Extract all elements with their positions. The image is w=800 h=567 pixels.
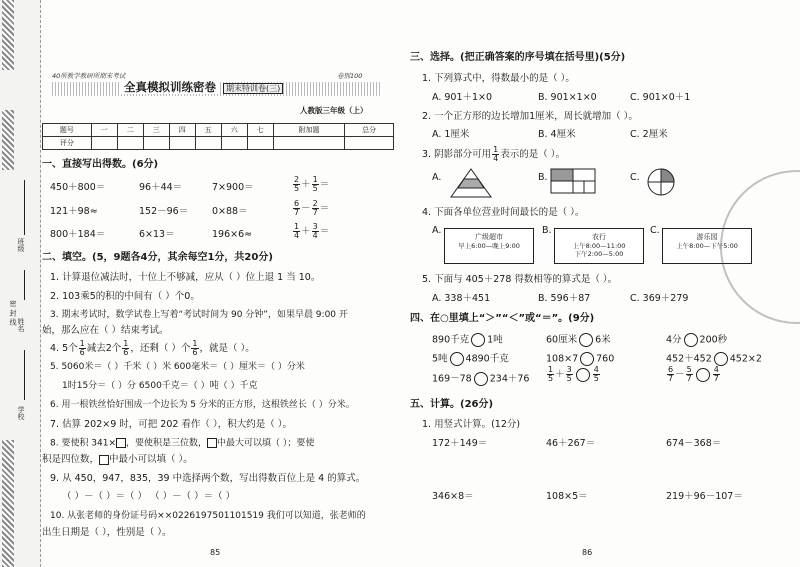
option: A. 1厘米 xyxy=(432,129,470,140)
business-name: 农行 xyxy=(592,233,606,241)
business-hours: 上午8:00—11:00 xyxy=(572,241,626,250)
numerator: 6 xyxy=(668,365,674,374)
blank-box xyxy=(116,438,126,448)
score-input[interactable] xyxy=(221,137,247,150)
numerator: 1 xyxy=(548,365,554,374)
right-value: 234＋76 xyxy=(489,373,530,385)
option: B. 596＋87 xyxy=(538,293,591,304)
score-cell: 六 xyxy=(221,124,247,137)
question: 2. 一个正方形的边长增加1厘米，周长就增加（ ）。 xyxy=(422,111,638,122)
operator: － xyxy=(301,203,311,214)
operator: － xyxy=(675,369,685,380)
question: 2. 103乘5的积的中间有（ ）个0。 xyxy=(50,291,200,302)
text: 4. 5个 xyxy=(50,343,78,354)
score-input[interactable] xyxy=(247,137,273,150)
calc-item: 800＋184＝ xyxy=(50,229,106,240)
question-cont: （ ）－（ ）＝（ ） （ ）－（ ）＝（ ） xyxy=(62,491,236,502)
page-number: 86 xyxy=(582,548,593,557)
header-right: 卷别100 xyxy=(337,72,363,80)
option: B. 901×1×0 xyxy=(538,92,597,103)
class-label: 班级 xyxy=(17,238,25,252)
fraction-calc xyxy=(292,223,329,240)
question: 10. 从张老师的身份证号码××0226197501101519 我们可以知道，张老师的 xyxy=(50,511,366,521)
question: 5. 下面与 405＋278 得数相等的算式是（ ）。 xyxy=(422,274,618,285)
binding-line xyxy=(24,180,25,235)
calc-item: 46＋267＝ xyxy=(546,438,596,449)
question: 7. 估算 202×9 时，可把 202 看作（ ），积大约是（ ）。 xyxy=(50,419,292,430)
denominator: 4 xyxy=(294,231,300,240)
denominator: 4 xyxy=(312,231,318,240)
compare-circle[interactable] xyxy=(579,333,593,347)
section4-title: 四、在○里填上“＞”“＜”或“＝”。(9分) xyxy=(410,313,595,324)
binding-hatch xyxy=(2,110,14,170)
question: 6. 用一根铁丝恰好围成一个边长为 5 分米的正方形，这根铁丝长（ ）分米。 xyxy=(50,400,355,410)
operator: ＋ xyxy=(555,369,565,380)
right-value: 4890千克 xyxy=(465,353,509,365)
score-input[interactable] xyxy=(273,137,345,150)
right-value: 6米 xyxy=(595,334,611,346)
score-cell: 五 xyxy=(195,124,221,137)
business-hours-box xyxy=(444,228,534,264)
left-value: 108×7 xyxy=(546,353,579,365)
question-cont: 1时15分＝（ ）分 6500千克＝（ ）吨（ ）千克 xyxy=(62,381,258,391)
business-name: 游乐园 xyxy=(696,233,718,241)
numerator: 6 xyxy=(294,199,300,208)
numerator: 1 xyxy=(123,339,129,348)
denominator: 7 xyxy=(668,374,674,383)
numerator: 3 xyxy=(312,222,318,231)
grade-label: 人教版三年级（上） xyxy=(300,106,368,115)
compare-circle[interactable] xyxy=(696,368,710,382)
score-input[interactable] xyxy=(91,137,117,150)
calc-item: 96＋44＝ xyxy=(139,182,183,193)
option: B. xyxy=(538,172,548,183)
compare-circle[interactable] xyxy=(714,352,728,366)
binding-hatch xyxy=(2,0,14,70)
question-cont: 始，那么应在（ ）结束考试。 xyxy=(42,325,169,336)
option: A. xyxy=(432,172,442,183)
score-cell: 题号 xyxy=(43,124,92,137)
binding-line xyxy=(24,270,25,300)
pyramid-figure xyxy=(450,168,492,198)
option: A. 901＋1×0 xyxy=(432,92,493,103)
question-fraction xyxy=(422,146,565,163)
calc-item: 121＋98≈ xyxy=(50,206,98,217)
text: 中最大可以填（ ）；要使 xyxy=(217,438,315,449)
option: A. xyxy=(432,225,442,236)
equals: ＝ xyxy=(319,203,330,214)
circle-figure xyxy=(646,167,676,197)
score-header-row xyxy=(43,124,394,137)
denominator: 4 xyxy=(493,154,499,163)
question: 1. 计算退位减法时，十位上不够减，应从（ ）位上退 1 当 10。 xyxy=(50,272,321,283)
binding-line xyxy=(24,350,25,400)
score-cell: 二 xyxy=(117,124,143,137)
numerator: 2 xyxy=(312,199,318,208)
option: C. 369＋279 xyxy=(630,293,689,304)
exam-badge: 期末特训卷(三) xyxy=(223,83,283,94)
text: 减去2个 xyxy=(86,343,122,354)
compare-item xyxy=(546,352,614,366)
business-hours: 上午8:00—下午5:00 xyxy=(676,241,738,250)
left-value: 452＋452 xyxy=(666,353,712,365)
fraction-calc xyxy=(292,176,329,193)
score-cell: 七 xyxy=(247,124,273,137)
score-cell: 四 xyxy=(169,124,195,137)
compare-item xyxy=(666,352,762,366)
compare-item xyxy=(432,372,529,386)
question-fraction xyxy=(50,340,255,357)
left-value: 890千克 xyxy=(432,334,470,346)
compare-item xyxy=(666,333,727,347)
text: 3. 阴影部分可用 xyxy=(422,149,492,160)
compare-item-fraction xyxy=(666,366,721,383)
option: C. xyxy=(630,172,640,183)
question-box xyxy=(42,454,193,466)
left-value: 5吨 xyxy=(432,353,448,365)
operator: ＋ xyxy=(301,179,311,190)
numerator: 1 xyxy=(312,175,318,184)
right-value: 452×2 xyxy=(729,353,762,365)
calc-item: 450＋800＝ xyxy=(50,182,106,193)
question-cont: 出生日期是（ ），性别是（ ）。 xyxy=(42,527,172,538)
calc-item: 674－368＝ xyxy=(666,438,722,449)
calc-item: 108×5＝ xyxy=(546,491,588,502)
compare-circle[interactable] xyxy=(580,352,594,366)
score-cell: 总分 xyxy=(345,124,394,137)
blank-box xyxy=(99,455,109,465)
right-value: 760 xyxy=(596,353,615,365)
question: 3. 期末考试时，数学试卷上写着“考试时间为 90 分钟”，如果早晨 9:00 开 xyxy=(50,310,348,320)
question: 1. 下列算式中，得数最小的是（ ）。 xyxy=(422,73,575,84)
text: 积是四位数， xyxy=(42,454,100,465)
denominator: 6 xyxy=(192,348,198,357)
numerator: 1 xyxy=(294,222,300,231)
option: C. 2厘米 xyxy=(630,129,668,140)
school-label: 学校 xyxy=(17,406,25,420)
section1-title: 一、直接写出得数。(6分) xyxy=(42,159,159,170)
option: C. 901×0＋1 xyxy=(630,92,691,103)
question-box xyxy=(50,438,314,450)
denominator: 5 xyxy=(548,374,554,383)
compare-circle[interactable] xyxy=(474,372,488,386)
binding-strip xyxy=(0,0,41,567)
compare-circle[interactable] xyxy=(576,368,590,382)
score-input[interactable] xyxy=(143,137,169,150)
numerator: 1 xyxy=(493,145,499,154)
seal-label: 密 封 线 xyxy=(9,300,17,326)
section5-title: 五、计算。(26分) xyxy=(410,399,494,410)
calc-item: 7×900＝ xyxy=(212,182,254,193)
denominator: 5 xyxy=(593,374,599,383)
compare-item-fraction xyxy=(546,366,601,383)
calc-item: 196×6≈ xyxy=(212,229,253,240)
score-value-row xyxy=(43,137,394,150)
compare-circle[interactable] xyxy=(684,333,698,347)
business-name: 广级超市 xyxy=(475,233,503,241)
operator: ＋ xyxy=(301,226,311,237)
numerator: 1 xyxy=(192,339,198,348)
score-cell: 附加题 xyxy=(273,124,345,137)
numerator: 5 xyxy=(686,365,692,374)
numerator: 4 xyxy=(593,365,599,374)
compare-circle[interactable] xyxy=(450,352,464,366)
text: 8. 要使积 341× xyxy=(50,438,117,449)
right-value: 200秒 xyxy=(699,334,728,346)
text: ，还剩（ ）个 xyxy=(130,343,191,354)
fraction-calc xyxy=(292,200,329,217)
calc-item: 172＋149＝ xyxy=(432,438,488,449)
score-cell: 三 xyxy=(143,124,169,137)
blank-box xyxy=(207,438,217,448)
equals: ＝ xyxy=(319,179,330,190)
equals: ＝ xyxy=(319,226,330,237)
business-hours-box xyxy=(554,228,644,264)
denominator: 5 xyxy=(312,184,318,193)
section3-title: 三、选择。(把正确答案的序号填在括号里)(5分) xyxy=(410,52,626,63)
right-value: 1吨 xyxy=(487,334,503,346)
title-group xyxy=(120,80,283,95)
sub-question: 1. 用竖式计算。(12分) xyxy=(422,419,521,430)
numerator: 3 xyxy=(566,365,572,374)
denominator: 7 xyxy=(686,374,692,383)
score-cell: 一 xyxy=(91,124,117,137)
denominator: 7 xyxy=(713,374,719,383)
left-value: 60厘米 xyxy=(546,334,578,346)
denominator: 7 xyxy=(294,208,300,217)
denominator: 6 xyxy=(79,348,85,357)
option: B. xyxy=(542,225,552,236)
question: 5. 5060米＝（ ）千米（ ）米 600毫米＝（ ）厘米＝（ ）分米 xyxy=(50,362,305,372)
score-input[interactable] xyxy=(117,137,143,150)
compare-circle[interactable] xyxy=(471,333,485,347)
binding-hatch xyxy=(2,440,14,567)
compare-item xyxy=(432,352,509,366)
text: 表示的是（ ）。 xyxy=(500,149,565,160)
option: A. 338＋451 xyxy=(432,293,491,304)
text: ，要使积是三位数， xyxy=(126,438,208,449)
option: B. 4厘米 xyxy=(538,129,576,140)
question: 9. 从 450，947，835，39 中选择两个数，写出得数百位上是 4 的算式。 xyxy=(50,473,366,484)
page-number: 85 xyxy=(210,548,221,557)
denominator: 6 xyxy=(123,348,129,357)
compare-item xyxy=(546,333,611,347)
calc-item: 219＋96－107＝ xyxy=(666,491,743,502)
calc-item: 6×13＝ xyxy=(139,229,175,240)
calc-item: 0×88＝ xyxy=(212,206,248,217)
text: 中最小可以填（ ）。 xyxy=(109,454,193,465)
name-label: 姓名 xyxy=(17,318,25,332)
score-table xyxy=(42,123,394,150)
calc-item: 346×8＝ xyxy=(432,491,474,502)
business-hours: 早上6:00—晚上9:00 xyxy=(458,241,520,250)
business-hours: 下午2:00—5:00 xyxy=(574,249,624,258)
header-left: 40所教学教研所期末考试 xyxy=(52,72,126,80)
numerator: 2 xyxy=(294,175,300,184)
text: ，就是（ ）。 xyxy=(199,343,255,354)
score-cell: 评分 xyxy=(43,137,92,150)
option: C. xyxy=(650,225,660,236)
section2-title: 二、填空。(5，9题各4分，其余每空1分，共20分) xyxy=(42,252,273,263)
calc-item: 152－96＝ xyxy=(139,206,189,217)
score-input[interactable] xyxy=(169,137,195,150)
score-input[interactable] xyxy=(345,137,394,150)
rectangle-figure xyxy=(550,168,596,194)
denominator: 5 xyxy=(566,374,572,383)
left-value: 169－78 xyxy=(432,373,472,385)
left-value: 4分 xyxy=(666,334,682,346)
question: 4. 下面各单位营业时间最长的是（ ）。 xyxy=(422,207,585,218)
exam-title: 全真模拟训练密卷 xyxy=(120,80,220,94)
denominator: 5 xyxy=(294,184,300,193)
compare-item xyxy=(432,333,503,347)
numerator: 1 xyxy=(79,339,85,348)
numerator: 4 xyxy=(713,365,719,374)
left-page xyxy=(42,0,397,567)
denominator: 7 xyxy=(312,208,318,217)
score-input[interactable] xyxy=(195,137,221,150)
